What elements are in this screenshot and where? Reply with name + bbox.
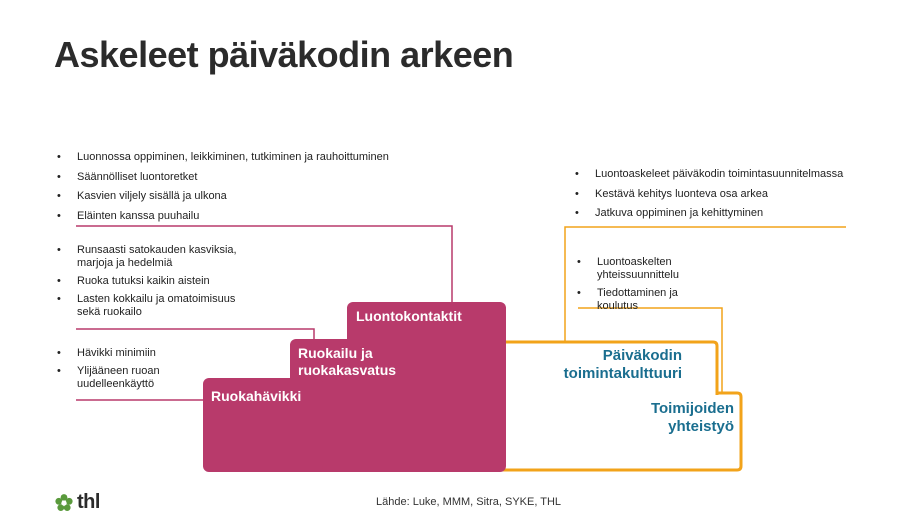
source-note: Lähde: Luke, MMM, Sitra, SYKE, THL [376,496,562,508]
step-label-luontokontaktit: Luontokontaktit [356,308,462,324]
label-yhteistyo-line1: Toimijoiden [650,400,734,417]
logo-text: thl [77,491,100,513]
list-item: • Lasten kokkailu ja omatoimisuus sekä ruokailo [57,293,243,319]
list-item: • Ylijääneen ruoan uudelleenkäyttö [57,365,207,391]
list-yhteistyo [577,256,717,318]
list-item: • Kasvien viljely sisällä ja ulkona [57,190,437,203]
list-item: • Luonnossa oppiminen, leikkiminen, tutkiminen ja rauhoittuminen [57,151,437,164]
label-toimintakulttuuri [564,347,682,383]
list-item: • Jatkuva oppiminen ja kehittyminen [575,207,865,220]
thl-logo [54,491,100,514]
list-item: • Ruoka tutuksi kaikin aistein [57,275,243,288]
list-item: • Tiedottaminen ja koulutus [577,287,717,313]
label-toimintakulttuuri-line2: toimintakulttuuri [563,365,682,382]
list-ruokahavikki [57,347,207,396]
label-yhteistyo-line2: yhteistyö [668,418,734,435]
list-luontokontaktit [57,151,437,229]
list-item: • Hävikki minimiin [57,347,207,360]
list-toimintakulttuuri [575,168,865,227]
label-yhteistyo [651,400,734,436]
step-label-ruokahavikki: Ruokahävikki [211,388,302,404]
step-label-ruokailu-line1: Ruokailu ja [298,345,373,361]
list-item: • Säännölliset luontoretket [57,171,437,184]
list-item: • Luontoaskeleet päiväkodin toimintasuunnitelmassa [575,168,865,181]
step-label-ruokailu [298,345,396,379]
label-toimintakulttuuri-line1: Päiväkodin [602,347,682,364]
list-ruokailu [57,244,243,324]
list-item: • Kestävä kehitys luonteva osa arkea [575,188,865,201]
page-title: Askeleet päiväkodin arkeen [54,34,514,75]
flower-icon [54,493,74,513]
list-item: • Runsaasti satokauden kasviksia, marjoja ja hedelmiä [57,244,243,270]
list-item: • Luontoaskelten yhteissuunnittelu [577,256,717,282]
step-label-ruokailu-line2: ruokakasvatus [298,362,397,378]
list-item: • Eläinten kanssa puuhailu [57,210,437,223]
connector-ruokailu [76,329,314,340]
